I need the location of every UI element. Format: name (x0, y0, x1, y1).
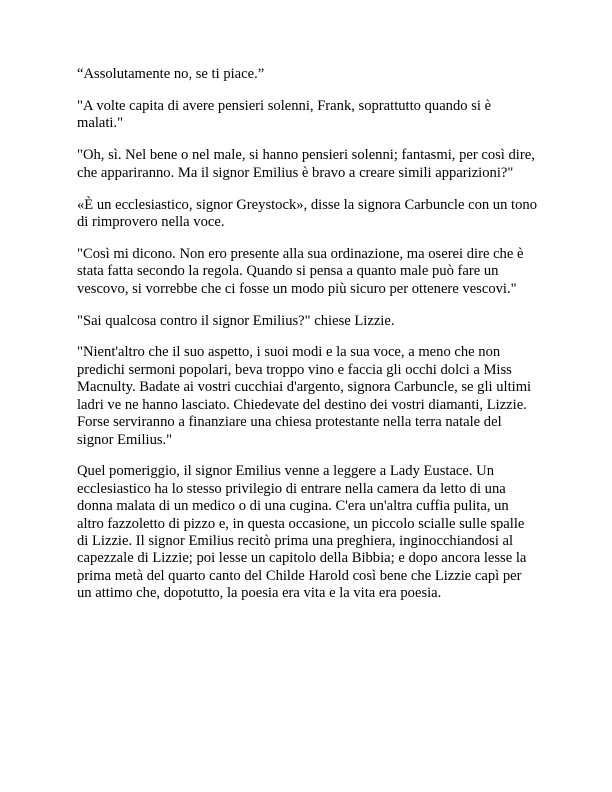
document-page (77, 66, 539, 617)
paragraph: "Così mi dicono. Non ero presente alla sua ordinazione, ma oserei dire che è stata fatta secondo la regola. Quando si pensa a quanto male può fare un vescovo, si vorrebbe che ci fosse un modo più sicuro per ottenere vescovi." (77, 245, 524, 297)
paragraph: Quel pomeriggio, il signor Emilius venne a leggere a Lady Eustace. Un ecclesiastico ha lo stesso privilegio di entrare nella camera da letto di una donna malata di un medico o di una cugina. C'era un'altra cuffia pulita, un altro fazzoletto di pizzo e, in questa occasione, un piccolo scialle sulle spalle di Lizzie. Il signor Emilius recitò prima una preghiera, inginocchiandosi al capezzale di Lizzie; poi lesse un capitolo della Bibbia; e dopo ancora lesse la prima metà del quarto canto del Childe Harold così bene che Lizzie capì per un attimo che, dopotutto, la poesia era vita e la vita era poesia. (77, 463, 527, 602)
paragraph: “Assolutamente no, se ti piace.” (77, 66, 265, 82)
paragraph: "Oh, sì. Nel bene o nel male, si hanno pensieri solenni; fantasmi, per così dire, che appariranno. Ma il signor Emilius è bravo a creare simili apparizioni?" (77, 147, 535, 181)
paragraph: "Sai qualcosa contro il signor Emilius?" chiese Lizzie. (77, 312, 395, 329)
paragraph: "A volte capita di avere pensieri solenni, Frank, soprattutto quando si è malati." (77, 97, 492, 132)
paragraph: «È un ecclesiastico, signor Greystock», disse la signora Carbuncle con un tono di rimprovero nella voce. (77, 196, 537, 230)
paragraph: "Nient'altro che il suo aspetto, i suoi modi e la sua voce, a meno che non predichi sermoni popolari, beva troppo vino e faccia gli occhi dolci a Miss Macnulty. Badate ai vostri cucchiai d'argento, signora Carbuncle, se gli ultimi ladri ve ne hanno lasciato. Chiedevate del destino dei vostri diamanti, Lizzie. Forse serviranno a finanziare una chiesa protestante nella terra natale del signor Emilius." (77, 344, 532, 448)
